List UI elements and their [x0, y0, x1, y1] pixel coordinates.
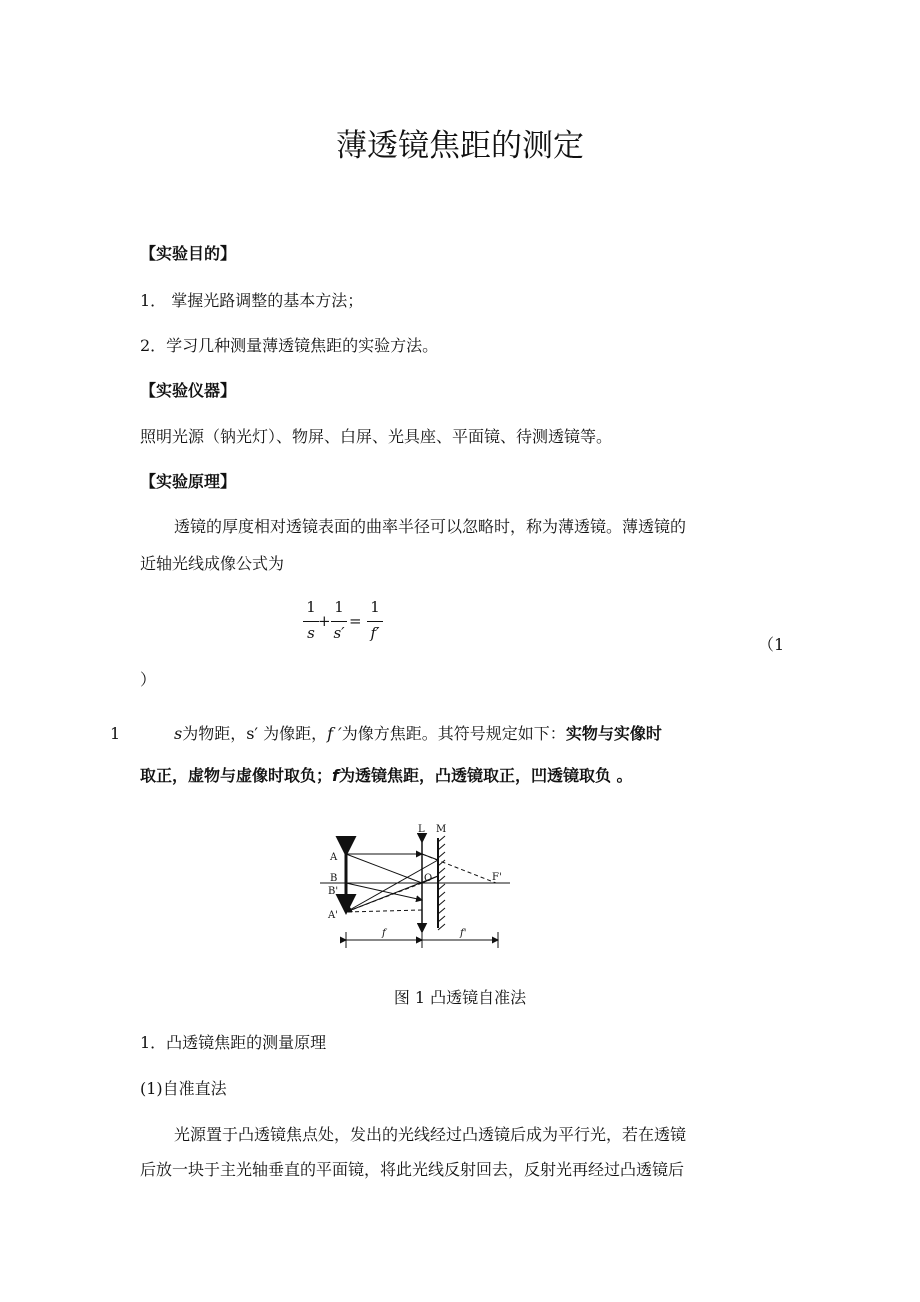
formula-numerator: 1 — [370, 598, 380, 616]
symbol-f: f — [332, 766, 339, 785]
autocollimation-diagram — [310, 820, 530, 950]
page-title: 薄透镜焦距的测定 — [336, 128, 584, 164]
body-text-line-2: 后放一块于主光轴垂直的平面镜，将此光线反射回去，反射光再经过凸透镜后 — [140, 1160, 685, 1179]
label-A-prime: A' — [328, 910, 338, 921]
label-f: f — [382, 928, 386, 939]
body-text-line-1: 光源置于凸透镜焦点处，发出的光线经过凸透镜后成为平行光，若在透镜 — [174, 1125, 687, 1144]
principle-text-line-2: 近轴光线成像公式为 — [140, 554, 285, 573]
symbol-text-a: 为物距，s′ 为像距， — [182, 724, 328, 743]
label-M: M — [436, 824, 447, 835]
label-F-prime: F' — [492, 872, 502, 883]
label-L: L — [418, 824, 425, 835]
sign-rule-bold-3: 为透镜焦距，凸透镜取正，凹透镜取负 。 — [338, 766, 633, 785]
formula-denominator-s-prime: s′ — [333, 624, 345, 642]
symbol-definition-line-2 — [140, 766, 633, 786]
margin-mark: 1 — [110, 724, 121, 743]
formula-equals: = — [349, 612, 362, 630]
formula-plus: + — [318, 612, 331, 630]
formula-denominator-s: s — [307, 624, 315, 642]
label-B: B — [330, 873, 338, 884]
label-O: O — [424, 873, 433, 884]
method-heading-1: (1)自准直法 — [140, 1079, 227, 1098]
equation-number-open: （1 — [758, 635, 785, 654]
fraction-bar — [303, 621, 319, 622]
formula-denominator-f-prime: f′ — [370, 624, 380, 642]
symbol-s: s — [174, 724, 183, 743]
section-heading-purpose: 【实验目的】 — [140, 244, 237, 263]
fraction-bar — [331, 621, 347, 622]
section-heading-principle: 【实验原理】 — [140, 472, 237, 491]
label-B-prime: B' — [328, 886, 339, 897]
equation-number-close: ） — [140, 670, 157, 689]
purpose-item-2: 2．学习几种测量薄透镜焦距的实验方法。 — [140, 336, 439, 355]
section-heading-instruments: 【实验仪器】 — [140, 381, 237, 400]
symbol-f-prime: f ′ — [327, 724, 342, 743]
figure-caption: 图 1 凸透镜自准法 — [393, 988, 527, 1007]
sign-rule-bold-2: 取正，虚物与虚像时取负； — [140, 766, 333, 785]
label-A: A — [330, 852, 338, 863]
symbol-definition-line-1 — [174, 724, 662, 744]
subsection-heading-1: 1．凸透镜焦距的测量原理 — [140, 1033, 327, 1052]
purpose-item-1: 1． 掌握光路调整的基本方法； — [140, 291, 364, 310]
label-f-prime: f' — [460, 928, 467, 939]
formula-numerator: 1 — [306, 598, 316, 616]
principle-text-line-1: 透镜的厚度相对透镜表面的曲率半径可以忽略时，称为薄透镜。薄透镜的 — [174, 517, 687, 536]
instruments-text: 照明光源（钠光灯）、物屏、白屏、光具座、平面镜、待测透镜等。 — [140, 427, 613, 446]
sign-rule-bold-1: 实物与实像时 — [565, 724, 662, 743]
formula-numerator: 1 — [334, 598, 344, 616]
symbol-text-b: 为像方焦距。其符号规定如下： — [341, 724, 566, 743]
fraction-bar — [367, 621, 383, 622]
